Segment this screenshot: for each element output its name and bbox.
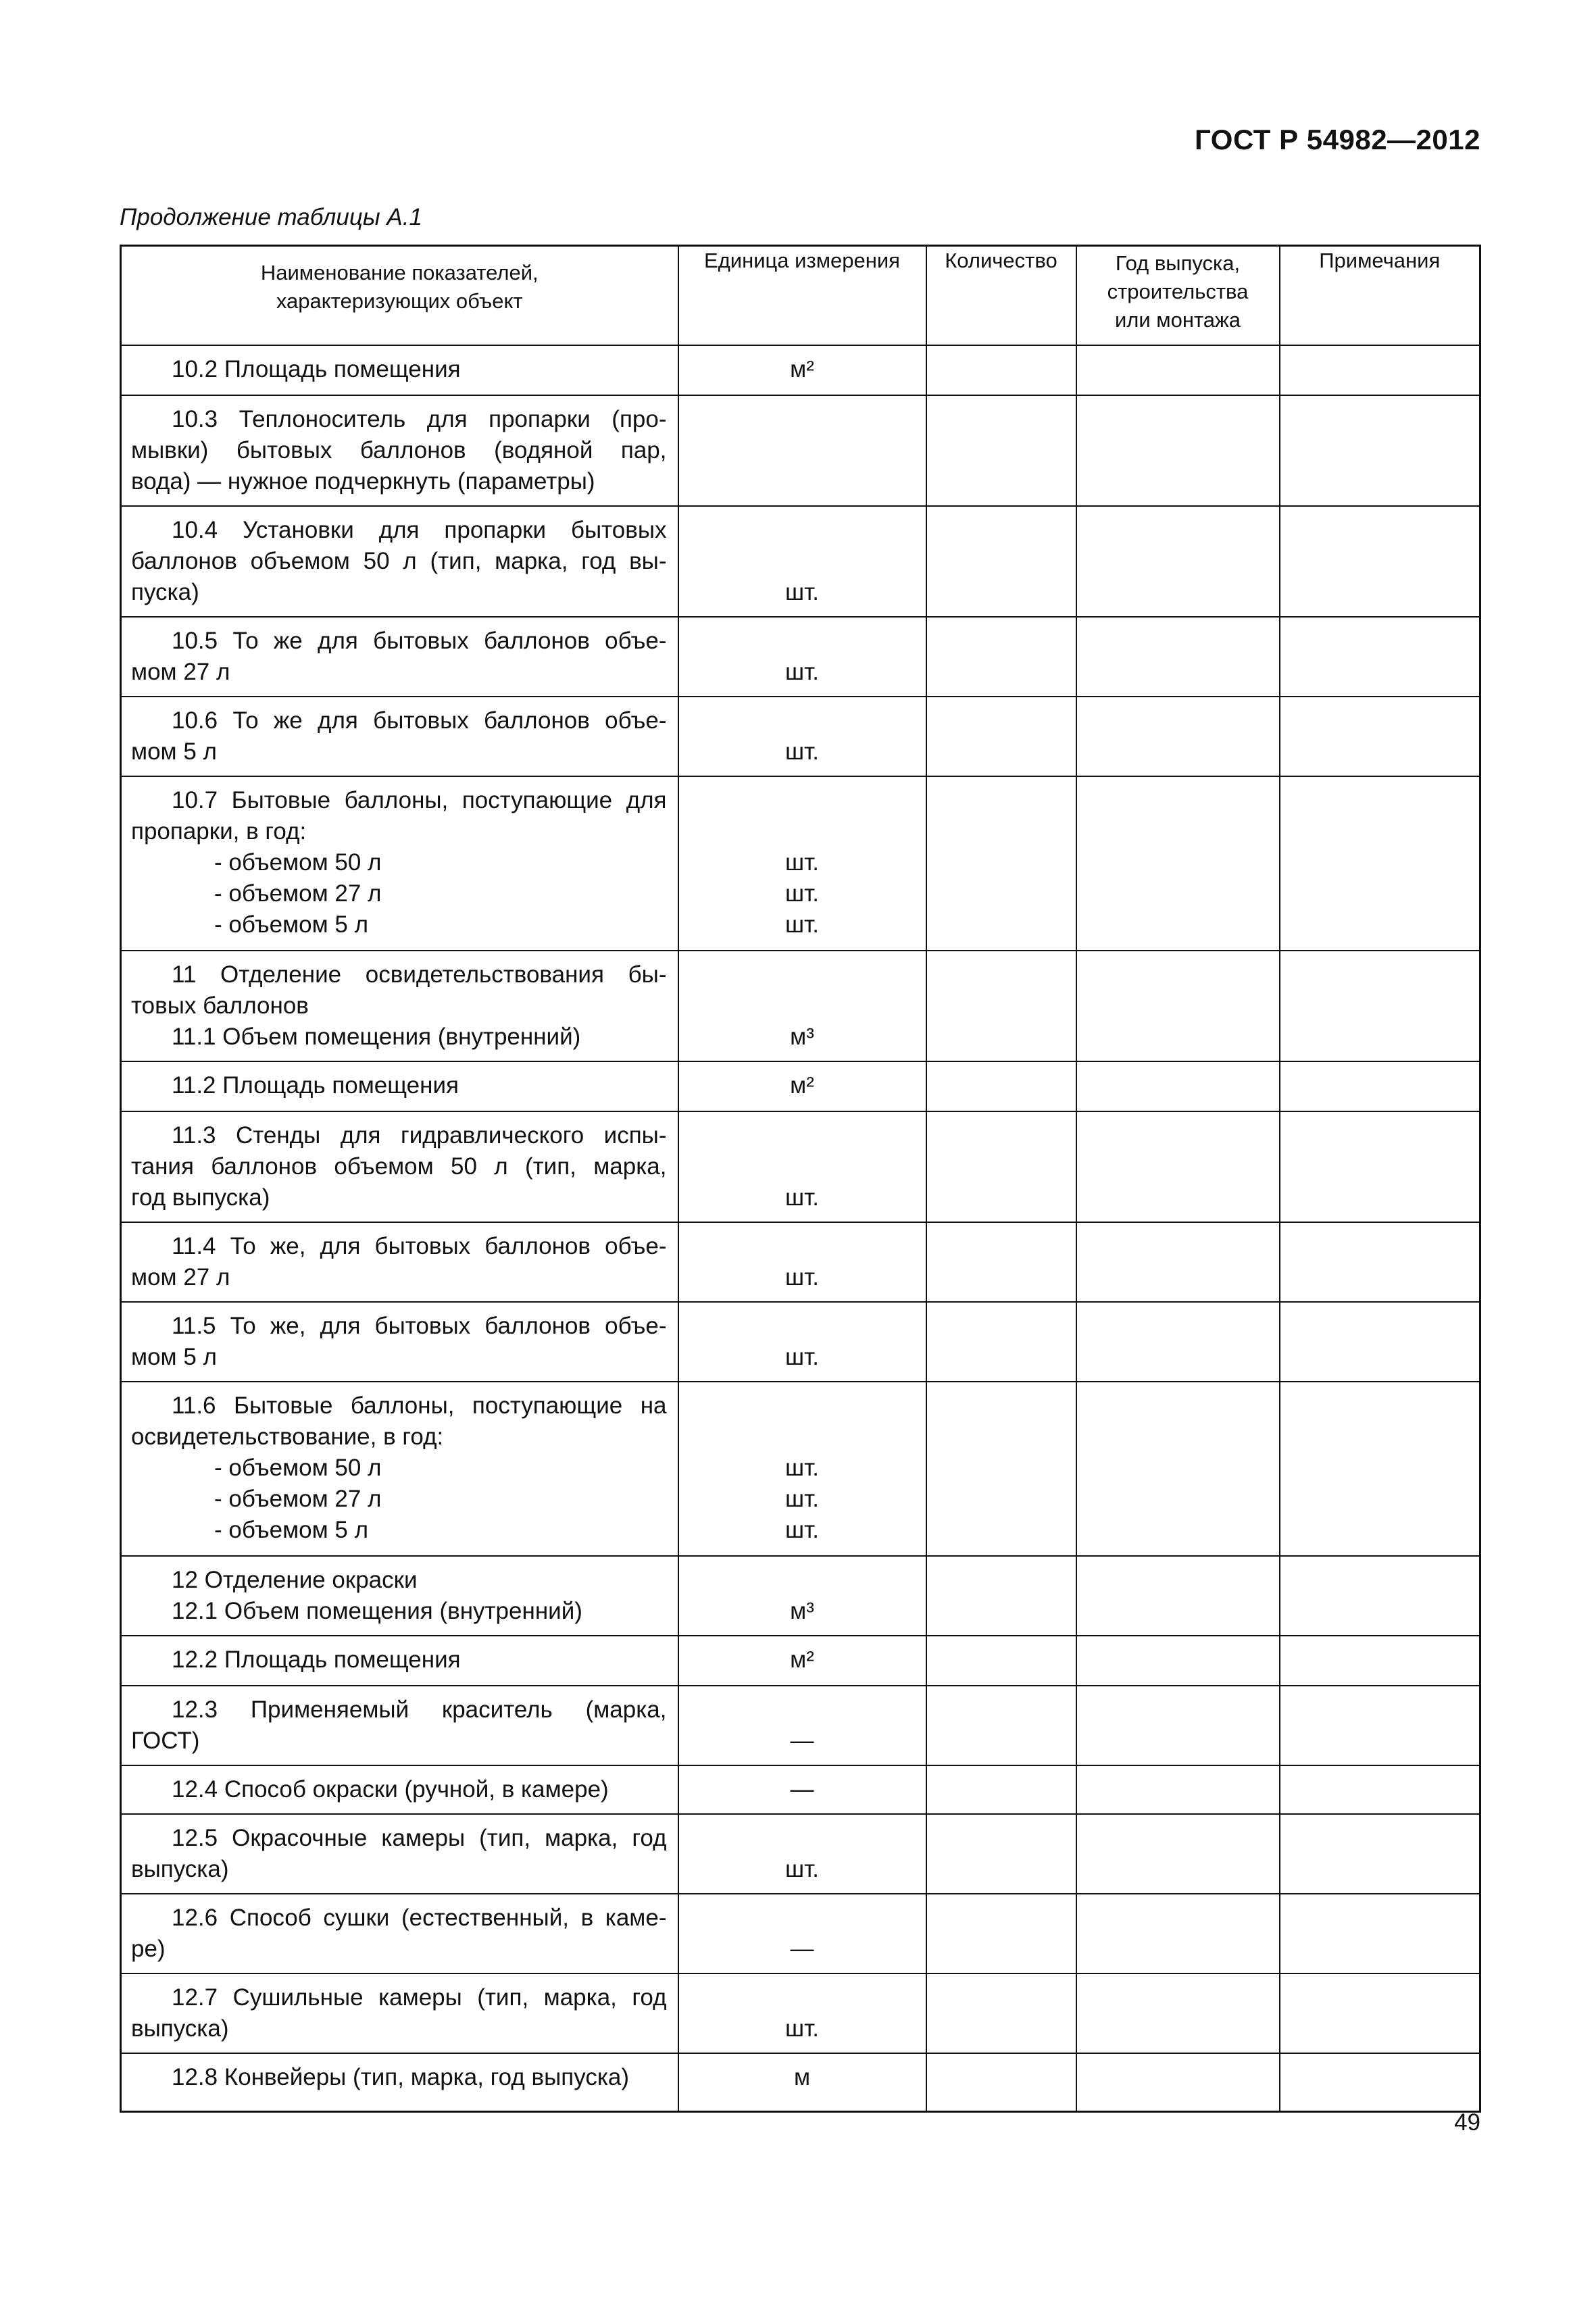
indicator-subitem: - объемом 5 л [214,911,368,938]
quantity-cell [926,617,1076,697]
indicator-name-cell [121,1061,678,1111]
indicator-text-line: пуска) [131,578,199,605]
year-cell [1076,951,1280,1061]
quantity-cell [926,2053,1076,2112]
year-cell [1076,1382,1280,1556]
quantity-cell [926,1111,1076,1222]
notes-cell [1280,345,1480,395]
table-row [121,1111,1480,1222]
indicator-text-line: 10.7 Бытовые баллоны, поступающие для [172,786,667,813]
unit-value: шт. [785,911,819,938]
unit-value: шт. [785,1263,819,1290]
indicator-name-cell [121,1222,678,1302]
unit-value: шт. [785,578,819,605]
quantity-cell [926,1302,1076,1382]
unit-value: м³ [790,1597,814,1624]
year-cell [1076,506,1280,617]
unit-value: м [793,2063,811,2090]
header-gap-row [121,336,1480,345]
unit-cell [678,1814,926,1894]
notes-cell [1280,1061,1480,1111]
unit-cell [678,1556,926,1636]
indicator-name-cell [121,1894,678,1973]
year-cell [1076,1556,1280,1636]
notes-cell [1280,1556,1480,1636]
indicator-text-line: 10.6 То же для бытовых баллонов объе- [172,707,667,734]
column-header-unit: Единица измерения [678,246,926,336]
indicator-name-cell [121,1556,678,1636]
notes-cell [1280,2053,1480,2112]
unit-value: — [790,1727,814,1754]
notes-cell [1280,506,1480,617]
table-row [121,1814,1480,1894]
indicator-text-line: мом 5 л [131,738,217,765]
indicator-text-line: 12.6 Способ сушки (естественный, в каме- [172,1904,667,1931]
table-caption: Продолжение таблицы А.1 [120,204,422,230]
unit-cell [678,2053,926,2112]
indicator-text-line: 10.3 Теплоноситель для пропарки (про- [172,405,667,432]
indicator-subitem: - объемом 50 л [214,1454,382,1481]
unit-cell [678,697,926,776]
column-header-year: Год выпуска, строительства или монтажа [1076,246,1280,336]
indicator-text-line: 12.4 Способ окраски (ручной, в камере) [172,1776,609,1803]
indicator-subitem: - объемом 27 л [214,880,382,907]
quantity-cell [926,1686,1076,1765]
notes-cell [1280,1302,1480,1382]
year-cell [1076,345,1280,395]
year-cell [1076,617,1280,697]
quantity-cell [926,395,1076,506]
year-cell [1076,1973,1280,2053]
table-row [121,1765,1480,1814]
indicator-name-cell [121,1111,678,1222]
column-header-notes: Примечания [1280,246,1480,336]
indicator-text-line: выпуска) [131,1855,229,1882]
unit-value: шт. [785,1454,819,1481]
indicator-text-line: 11.1 Объем помещения (внутренний) [172,1023,581,1050]
indicator-text-line: 11 Отделение освидетельствования бы- [172,961,667,988]
indicator-text-line: ГОСТ) [131,1727,200,1754]
indicator-name-cell [121,951,678,1061]
unit-cell [678,1222,926,1302]
notes-cell [1280,1894,1480,1973]
unit-value: шт. [785,880,819,907]
table-row [121,697,1480,776]
year-cell [1076,776,1280,951]
notes-cell [1280,697,1480,776]
table-row [121,951,1480,1061]
table-row [121,2053,1480,2112]
table-row [121,1061,1480,1111]
indicator-name-cell [121,395,678,506]
indicator-text-line: мом 27 л [131,658,230,685]
indicator-subitem: - объемом 50 л [214,849,382,876]
unit-value: шт. [785,1855,819,1882]
table-row [121,1686,1480,1765]
indicator-text-line: 11.4 То же, для бытовых баллонов объе- [172,1232,667,1259]
unit-cell [678,1894,926,1973]
year-cell [1076,1302,1280,1382]
unit-cell [678,1973,926,2053]
indicator-name-cell [121,1636,678,1686]
year-cell [1076,1111,1280,1222]
column-header-name: Наименование показателей, характеризующих объект [121,246,678,336]
indicator-text-line: ре) [131,1935,166,1962]
column-header-quantity: Количество [926,246,1076,336]
indicator-text-line: 11.6 Бытовые баллоны, поступающие на [172,1392,667,1419]
indicator-text-line: 12.5 Окрасочные камеры (тип, марка, год [172,1824,667,1851]
indicator-name-cell [121,1814,678,1894]
indicator-name-cell [121,1382,678,1556]
unit-cell [678,395,926,506]
quantity-cell [926,1222,1076,1302]
indicator-text-line: 11.3 Стенды для гидравлического испы- [172,1122,667,1149]
table-row [121,776,1480,951]
notes-cell [1280,1636,1480,1686]
unit-value: шт. [785,1184,819,1211]
indicator-text-line: мом 5 л [131,1343,217,1370]
unit-value: м³ [790,1023,814,1050]
unit-value: шт. [785,2015,819,2042]
unit-cell [678,1382,926,1556]
table-row [121,1973,1480,2053]
year-cell [1076,395,1280,506]
quantity-cell [926,1814,1076,1894]
unit-cell [678,1765,926,1814]
indicator-name-cell [121,1765,678,1814]
year-cell [1076,1061,1280,1111]
notes-cell [1280,395,1480,506]
indicator-text-line: 12 Отделение окраски [172,1566,418,1593]
notes-cell [1280,1765,1480,1814]
indicator-text-line: 10.2 Площадь помещения [172,355,461,382]
notes-cell [1280,1814,1480,1894]
indicator-name-cell [121,1686,678,1765]
unit-value: — [790,1935,814,1962]
unit-value: м² [790,1646,814,1673]
quantity-cell [926,697,1076,776]
indicator-text-line: тания баллонов объемом 50 л (тип, марка, [131,1153,667,1180]
quantity-cell [926,1765,1076,1814]
unit-cell [678,776,926,951]
year-cell [1076,1765,1280,1814]
indicator-text-line: выпуска) [131,2015,229,2042]
table-row [121,1894,1480,1973]
year-cell [1076,1222,1280,1302]
notes-cell [1280,951,1480,1061]
unit-cell [678,617,926,697]
table-row [121,1222,1480,1302]
unit-cell [678,1636,926,1686]
unit-cell [678,1686,926,1765]
unit-value: шт. [785,849,819,876]
notes-cell [1280,776,1480,951]
quantity-cell [926,1061,1076,1111]
indicator-name-cell [121,506,678,617]
notes-cell [1280,1222,1480,1302]
indicator-text-line: пропарки, в год: [131,818,307,845]
indicator-text-line: 12.3 Применяемый краситель (марка, [172,1696,667,1723]
unit-cell [678,345,926,395]
unit-cell [678,951,926,1061]
table-row [121,1382,1480,1556]
table-row [121,395,1480,506]
table-row [121,1556,1480,1636]
indicator-subitem: - объемом 27 л [214,1485,382,1512]
notes-cell [1280,1686,1480,1765]
table-row [121,617,1480,697]
indicator-name-cell [121,697,678,776]
quantity-cell [926,345,1076,395]
page-number: 49 [1454,2109,1480,2136]
indicator-name-cell [121,776,678,951]
unit-value: м² [790,1072,814,1099]
quantity-cell [926,1556,1076,1636]
indicator-name-cell [121,2053,678,2112]
table-header-row [121,246,1480,336]
quantity-cell [926,506,1076,617]
indicator-text-line: 11.2 Площадь помещения [172,1072,459,1099]
quantity-cell [926,776,1076,951]
indicator-subitem: - объемом 5 л [214,1516,368,1543]
notes-cell [1280,1111,1480,1222]
indicator-name-cell [121,345,678,395]
indicator-text-line: мом 27 л [131,1263,230,1290]
indicator-text-line: 10.5 То же для бытовых баллонов объе- [172,627,667,654]
data-table [120,245,1481,2113]
document-code: ГОСТ Р 54982—2012 [1195,124,1480,155]
indicator-text-line: 11.5 То же, для бытовых баллонов объе- [172,1312,667,1339]
unit-cell [678,506,926,617]
year-cell [1076,1686,1280,1765]
unit-value: шт. [785,658,819,685]
unit-value: м² [790,355,814,382]
unit-value: шт. [785,1343,819,1370]
indicator-name-cell [121,1302,678,1382]
notes-cell [1280,1973,1480,2053]
indicator-name-cell [121,1973,678,2053]
quantity-cell [926,1973,1076,2053]
year-cell [1076,1894,1280,1973]
quantity-cell [926,1894,1076,1973]
unit-value: шт. [785,738,819,765]
indicator-name-cell [121,617,678,697]
table-row [121,506,1480,617]
indicator-text-line: вода) — нужное подчеркнуть (параметры) [131,468,595,495]
table-row [121,345,1480,395]
unit-cell [678,1302,926,1382]
quantity-cell [926,951,1076,1061]
indicator-text-line: 12.1 Объем помещения (внутренний) [172,1597,582,1624]
indicator-text-line: 10.4 Установки для пропарки бытовых [172,516,667,543]
notes-cell [1280,1382,1480,1556]
year-cell [1076,697,1280,776]
year-cell [1076,2053,1280,2112]
indicator-text-line: 12.7 Сушильные камеры (тип, марка, год [172,1984,667,2011]
quantity-cell [926,1382,1076,1556]
indicator-text-line: товых баллонов [131,992,309,1019]
table-row [121,1302,1480,1382]
indicator-text-line: 12.2 Площадь помещения [172,1646,461,1673]
table-row [121,1636,1480,1686]
indicator-text-line: год выпуска) [131,1184,270,1211]
unit-value: — [790,1776,814,1803]
year-cell [1076,1636,1280,1686]
indicator-text-line: 12.8 Конвейеры (тип, марка, год выпуска) [172,2063,630,2090]
notes-cell [1280,617,1480,697]
indicator-text-line: баллонов объемом 50 л (тип, марка, год вы- [131,547,667,574]
quantity-cell [926,1636,1076,1686]
unit-value: шт. [785,1516,819,1543]
unit-value: шт. [785,1485,819,1512]
indicator-text-line: мывки) бытовых баллонов (водяной пар, [131,436,667,463]
year-cell [1076,1814,1280,1894]
indicator-text-line: освидетельствование, в год: [131,1423,444,1450]
unit-cell [678,1111,926,1222]
unit-cell [678,1061,926,1111]
